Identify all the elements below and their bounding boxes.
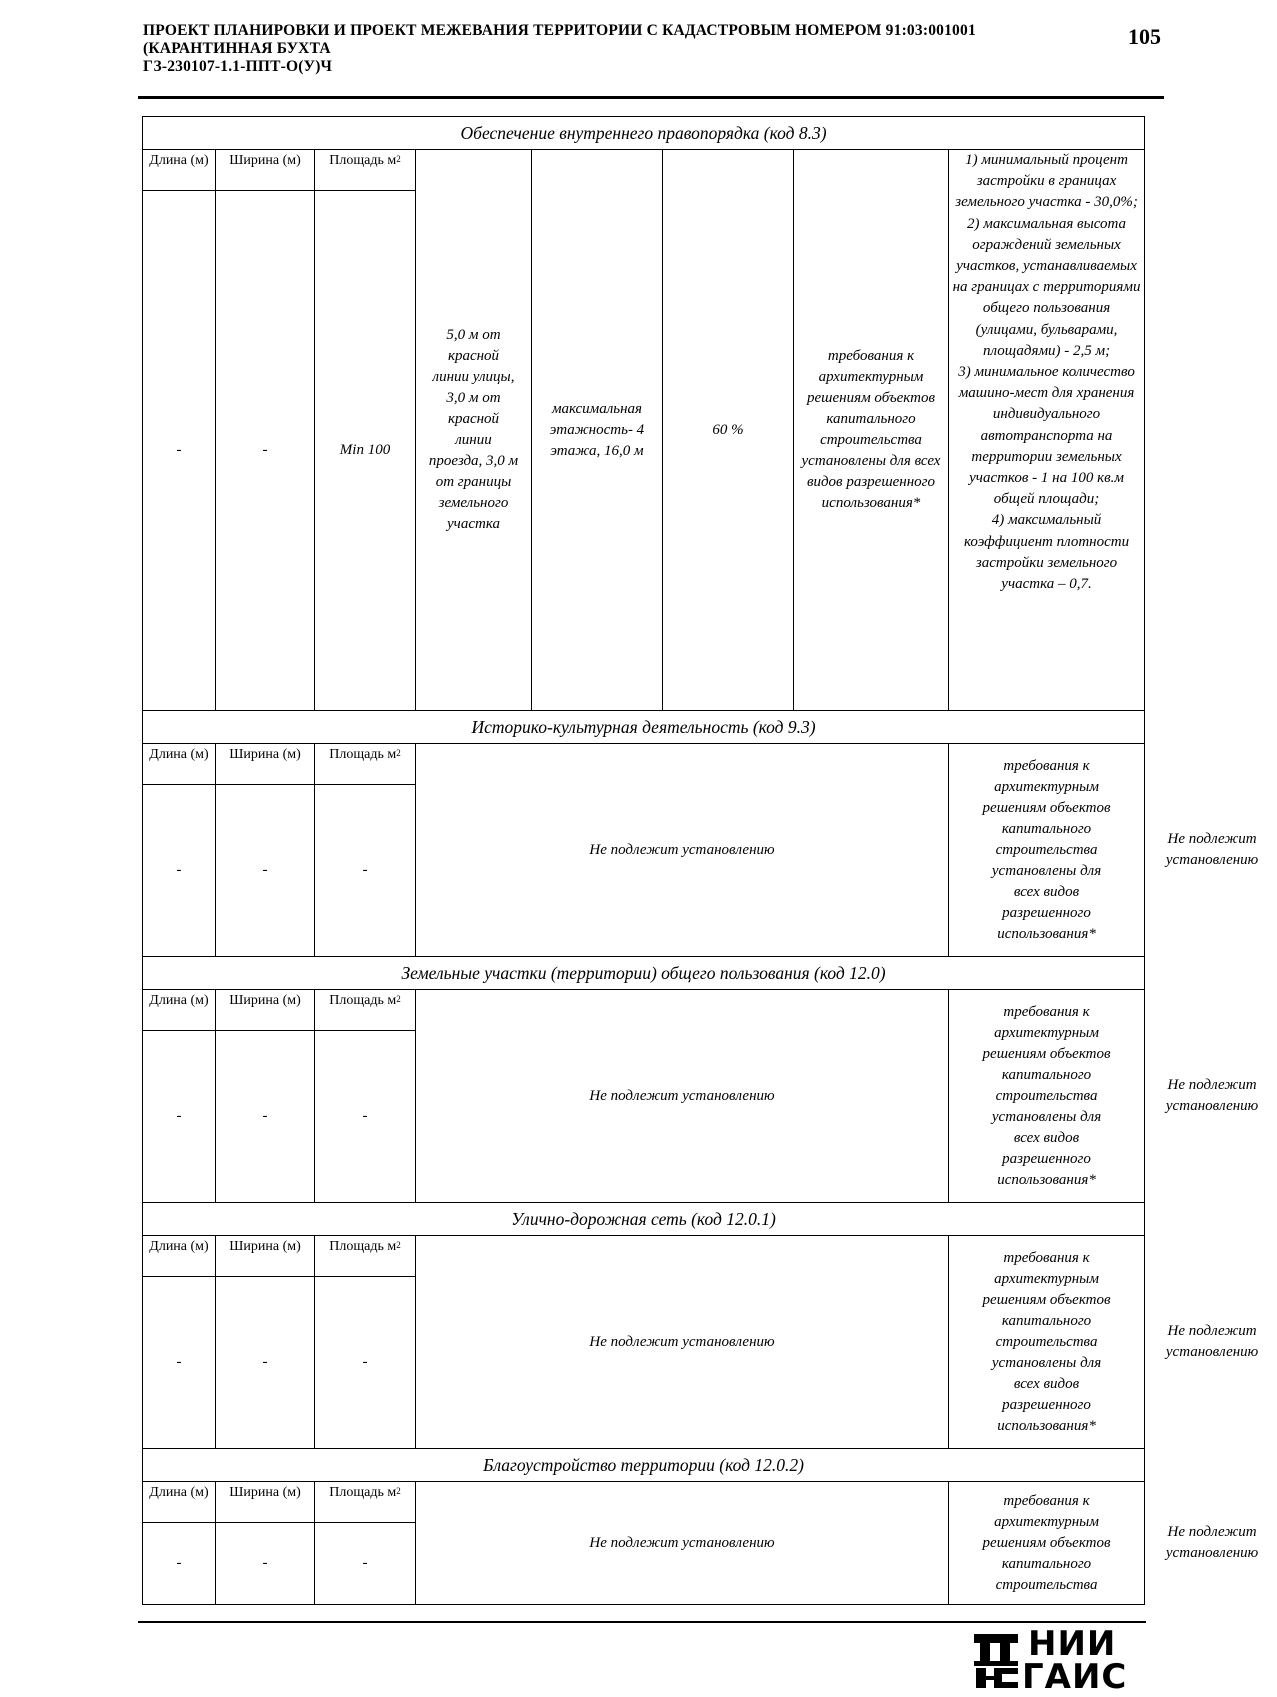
table-row: Длина (м) Ширина (м) Площадь $м^2$ Не подлежит установлению требования к архитектурным решениям объектов капитального строительства установлены для всех видов разрешенного использования* Не подлежит установлению bbox=[143, 744, 1145, 785]
section-row bbox=[143, 117, 1145, 150]
table-row: Длина (м) Ширина (м) Площадь $м^2$ Не подлежит установлению требования к архитектурным решениям объектов капитального строительства установлены для всех видов разрешенного использования* Не подлежит установлению bbox=[143, 990, 1145, 1031]
col-header-length: Длина (м) bbox=[143, 990, 216, 1031]
area-value: - bbox=[315, 785, 416, 957]
note-item: 1) минимальный процент застройки в границах земельного участка - 30,0%; bbox=[955, 152, 1138, 211]
note-item: 2) максимальная высота ограждений земельных участков, устанавливаемых на границах с территориями общего пользования (улицами, бульварами, площадями) - 2,5 м; bbox=[952, 215, 1141, 359]
arch-requirements-cell: требования к архитектурным решениям объектов капитального строительства установлены для всех видов разрешенного использования* bbox=[794, 150, 949, 711]
section-row bbox=[143, 957, 1145, 990]
params-cell: Не подлежит установлению bbox=[416, 1482, 949, 1605]
header-title-line1: ПРОЕКТ ПЛАНИРОВКИ И ПРОЕКТ МЕЖЕВАНИЯ ТЕРРИТОРИИ С КАДАСТРОВЫМ НОМЕРОМ 91:03:001001 bbox=[143, 22, 976, 39]
section-title: Историко-культурная деятельность (код 9.3) bbox=[143, 711, 1145, 744]
col-header-length: Длина (м) bbox=[143, 1236, 216, 1277]
area-value: Min 100 bbox=[315, 191, 416, 711]
document-header bbox=[143, 22, 1143, 76]
width-value: - bbox=[216, 1277, 315, 1449]
zoning-regulations-table bbox=[142, 116, 1259, 1605]
niigais-logo-icon bbox=[972, 1632, 1020, 1690]
header-divider bbox=[138, 96, 1164, 99]
logo-text-line2: ГАИС bbox=[1022, 1657, 1128, 1697]
col-header-area: Площадь $м^2$ bbox=[315, 990, 416, 1031]
section-title: Благоустройство территории (код 12.0.2) bbox=[143, 1449, 1145, 1482]
arch-requirements-cell: требования к архитектурным решениям объектов капитального строительства установлены для всех видов разрешенного использования* bbox=[949, 1236, 1145, 1449]
width-value: - bbox=[216, 191, 315, 711]
header-title-line2: (КАРАНТИННАЯ БУХТА bbox=[143, 40, 331, 57]
col-header-length: Длина (м) bbox=[143, 1482, 216, 1523]
col-header-width: Ширина (м) bbox=[216, 150, 315, 191]
note-item: 4) максимальный коэффициент плотности застройки земельного участка – 0,7. bbox=[963, 512, 1130, 593]
arch-requirements-cell: требования к архитектурным решениям объектов капитального строительства установлены для всех видов разрешенного использования* bbox=[949, 744, 1145, 957]
table-row: Длина (м) Ширина (м) Площадь $м^2$ Не подлежит установлению требования к архитектурным решениям объектов капитального строительства установлены для всех видов разрешенного использования* Не подлежит установлению bbox=[143, 1236, 1145, 1277]
area-value: - bbox=[315, 1277, 416, 1449]
col-header-area: Площадь $м^2$ bbox=[315, 150, 416, 191]
note-item: 3) минимальное количество машино-мест для хранения индивидуального автотранспорта на территории земельных участков - 1 на 100 кв.м общей площади; bbox=[958, 364, 1135, 508]
length-value: - bbox=[143, 1031, 216, 1203]
section-title: Обеспечение внутреннего правопорядка (код 8.3) bbox=[143, 117, 1145, 150]
col-header-area: Площадь $м^2$ bbox=[315, 1236, 416, 1277]
section-title: Улично-дорожная сеть (код 12.0.1) bbox=[143, 1203, 1145, 1236]
table-row: Длина (м) Ширина (м) Площадь $м^2$ Не подлежит установлению требования к архитектурным решениям объектов капитального строительства Не подлежит установлению bbox=[143, 1482, 1145, 1523]
arch-requirements-cell: требования к архитектурным решениям объектов капитального строительства установлены для всех видов разрешенного использования* bbox=[949, 990, 1145, 1203]
section-title: Земельные участки (территории) общего пользования (код 12.0) bbox=[143, 957, 1145, 990]
width-value: - bbox=[216, 1523, 315, 1605]
coverage-cell: 60 % bbox=[663, 150, 794, 711]
area-value: - bbox=[315, 1031, 416, 1203]
col-header-length: Длина (м) bbox=[143, 150, 216, 191]
width-value: - bbox=[216, 1031, 315, 1203]
logo-text-line1: НИИ bbox=[1028, 1624, 1117, 1664]
length-value: - bbox=[143, 191, 216, 711]
setback-cell: 5,0 м от красной линии улицы, 3,0 м от красной линии проезда, 3,0 м от границы земельного участка bbox=[416, 150, 532, 711]
length-value: - bbox=[143, 785, 216, 957]
section-row bbox=[143, 1449, 1145, 1482]
params-cell: Не подлежит установлению bbox=[416, 990, 949, 1203]
params-cell: Не подлежит установлению bbox=[416, 1236, 949, 1449]
footer-divider bbox=[138, 1621, 1146, 1623]
section-row bbox=[143, 711, 1145, 744]
section-row bbox=[143, 1203, 1145, 1236]
page-number: 105 bbox=[1128, 24, 1161, 49]
table-row bbox=[143, 150, 1145, 191]
width-value: - bbox=[216, 785, 315, 957]
col-header-width: Ширина (м) bbox=[216, 744, 315, 785]
col-header-width: Ширина (м) bbox=[216, 1236, 315, 1277]
col-header-area: Площадь $м^2$ bbox=[315, 1482, 416, 1523]
height-cell: максимальная этажность- 4 этажа, 16,0 м bbox=[532, 150, 663, 711]
length-value: - bbox=[143, 1523, 216, 1605]
col-header-width: Ширина (м) bbox=[216, 1482, 315, 1523]
col-header-length: Длина (м) bbox=[143, 744, 216, 785]
header-doc-code: ГЗ-230107-1.1-ППТ-О(У)Ч bbox=[143, 58, 333, 75]
area-value: - bbox=[315, 1523, 416, 1605]
niigais-logo bbox=[972, 1624, 1162, 1697]
notes-cell bbox=[949, 150, 1145, 711]
arch-requirements-cell: требования к архитектурным решениям объектов капитального строительства bbox=[949, 1482, 1145, 1605]
length-value: - bbox=[143, 1277, 216, 1449]
params-cell: Не подлежит установлению bbox=[416, 744, 949, 957]
col-header-width: Ширина (м) bbox=[216, 990, 315, 1031]
col-header-area: Площадь $м^2$ bbox=[315, 744, 416, 785]
